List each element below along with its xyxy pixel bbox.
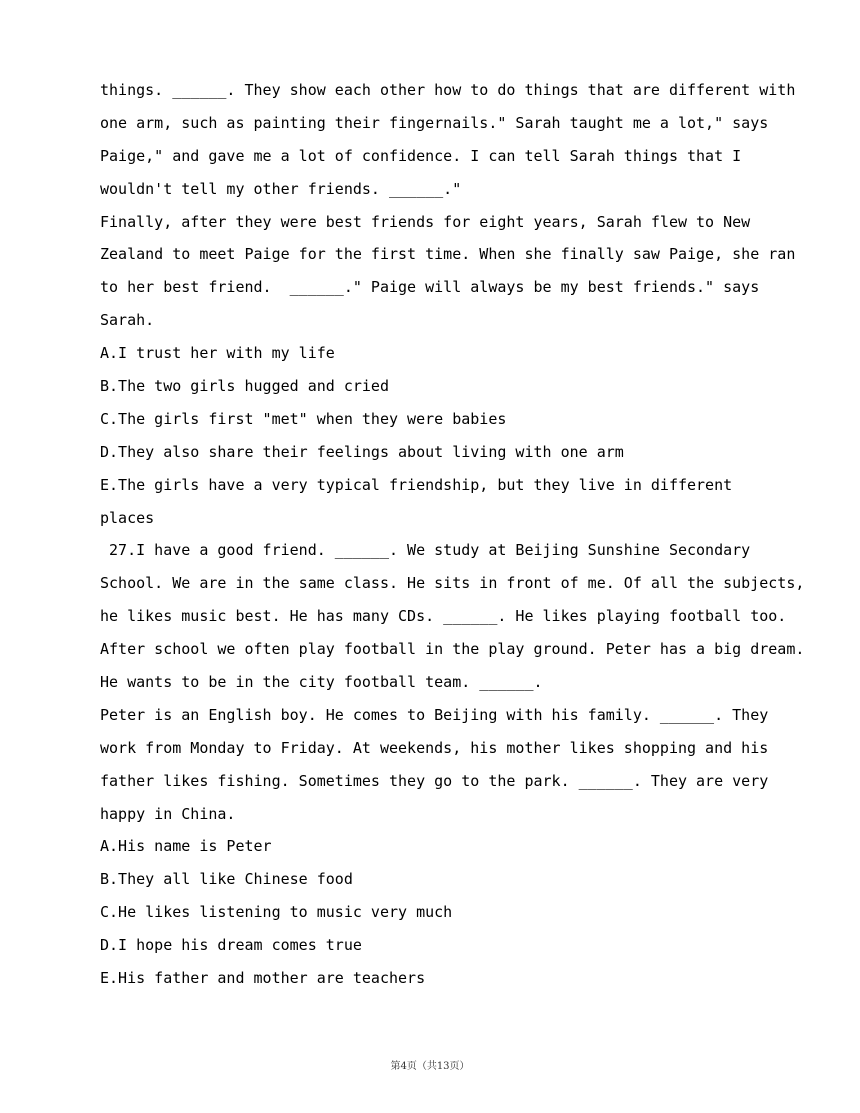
text-line: Peter is an English boy. He comes to Beijing with his family. ______. They bbox=[100, 705, 769, 724]
document-body bbox=[100, 74, 805, 995]
option-e-line: E.The girls have a very typical friendship, but they live in different bbox=[100, 475, 733, 494]
text-line: Paige," and gave me a lot of confidence. I can tell Sarah things that I bbox=[100, 146, 742, 165]
text-line: things. ______. They show each other how to do things that are different with bbox=[100, 81, 796, 99]
option-d-line: D.I hope his dream comes true bbox=[100, 936, 362, 955]
text-line: Finally, after they were best friends for eight years, Sarah flew to New bbox=[100, 212, 751, 231]
option-d-line: D.They also share their feelings about living with one arm bbox=[100, 442, 624, 461]
page-number-footer: 第4页（共13页） bbox=[390, 1061, 470, 1072]
text-line: wouldn't tell my other friends. ______." bbox=[100, 179, 462, 198]
text-line: After school we often play football in the play ground. Peter has a big dream. bbox=[100, 640, 805, 659]
text-line: work from Monday to Friday. At weekends, his mother likes shopping and his bbox=[100, 738, 769, 757]
text-line: places bbox=[100, 508, 155, 527]
option-e-line: E.His father and mother are teachers bbox=[100, 969, 426, 988]
option-b-line: B.They all like Chinese food bbox=[100, 870, 353, 889]
text-line: He wants to be in the city football team. ______. bbox=[100, 673, 543, 692]
text-line: School. We are in the same class. He sits in front of me. Of all the subjects, bbox=[100, 574, 805, 593]
option-c-line: C.He likes listening to music very much bbox=[100, 903, 453, 922]
text-line: father likes fishing. Sometimes they go to the park. ______. They are very bbox=[100, 771, 769, 790]
text-line: Zealand to meet Paige for the first time. When she finally saw Paige, she ran bbox=[100, 245, 796, 264]
text-line: to her best friend. ______." Paige will always be my best friends." says bbox=[100, 278, 760, 297]
question-27-line: 27.I have a good friend. ______. We study at Beijing Sunshine Secondary bbox=[100, 541, 751, 560]
text-line: Sarah. bbox=[100, 311, 155, 330]
text-line: he likes music best. He has many CDs. ______. He likes playing football too. bbox=[100, 607, 787, 626]
option-a-line: A.His name is Peter bbox=[100, 837, 272, 856]
text-line: happy in China. bbox=[100, 804, 236, 823]
option-c-line: C.The girls first "met" when they were babies bbox=[100, 409, 507, 428]
option-b-line: B.The two girls hugged and cried bbox=[100, 377, 389, 396]
option-a-line: A.I trust her with my life bbox=[100, 344, 335, 363]
text-line: one arm, such as painting their fingernails." Sarah taught me a lot," says bbox=[100, 113, 769, 132]
